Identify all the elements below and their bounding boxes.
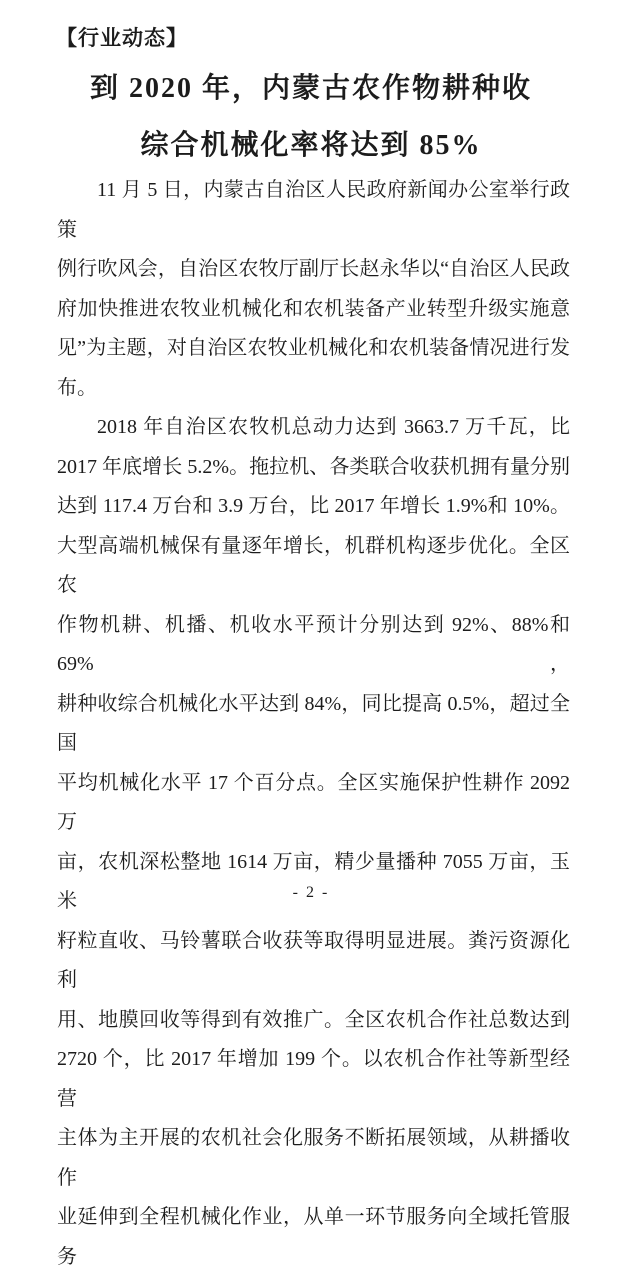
paragraph1-line-2: 例行吹风会，自治区农牧厅副厅长赵永华以“自治区人民政 [57,258,570,280]
paragraph1-line-4: 见”为主题，对自治区农牧业机械化和农机装备情况进行发 [57,337,570,359]
paragraph2-line-7: 平均机械化水平 17 个百分点。全区实施保护性耕作 2092 万 [57,771,570,833]
paragraph2-line-13: 业延伸到全程机械化作业，从单一环节服务向全域托管服务 [57,1206,570,1268]
paragraph2-line-10: 用、地膜回收等得到有效推广。全区农机合作社总数达到 [57,1008,570,1031]
paragraph2-line-12: 主体为主开展的农机社会化服务不断拓展领域，从耕播收作 [57,1127,570,1189]
paragraph2-line-4: 大型高端机械保有量逐年增长，机群机构逐步优化。全区农 [57,534,570,596]
document-body [57,171,570,1277]
paragraph2-line-11: 2720 个，比 2017 年增加 199 个。以农机合作社等新型经营 [57,1048,570,1110]
paragraph2-line-6: 耕种收综合机械化水平达到 84%，同比提高 0.5%，超过全国 [57,692,570,754]
section-header: 【行业动态】 [56,27,188,50]
paragraph2-line-5: 作物机耕、机播、机收水平预计分别达到 92%、88%和 69%， [57,613,570,675]
paragraph2-line-8: 亩，农机深松整地 1614 万亩，精少量播种 7055 万亩，玉米 [57,850,570,912]
page-number: - 2 - [292,884,330,901]
paragraph2-line-3: 达到 117.4 万台和 3.9 万台，比 2017 年增长 1.9%和 10%。 [57,495,570,517]
document-title-line-1: 到 2020 年，内蒙古农作物耕种收 [89,73,532,104]
paragraph2-line-9: 籽粒直收、马铃薯联合收获等取得明显进展。粪污资源化利 [57,929,570,991]
paragraph2-line-2: 2017 年底增长 5.2%。拖拉机、各类联合收获机拥有量分别 [57,455,570,478]
document-title [0,60,622,174]
paragraph2-line-1: 2018 年自治区农牧机总动力达到 3663.7 万千瓦，比 [97,416,570,438]
document-title-line-2: 综合机械化率将达到 85% [140,130,482,161]
paragraph1-line-5: 布。 [57,376,97,399]
paragraph1-line-3: 府加快推进农牧业机械化和农机装备产业转型升级实施意 [57,297,570,320]
paragraph1-line-1: 11 月 5 日，内蒙古自治区人民政府新闻办公室举行政策 [57,179,570,241]
